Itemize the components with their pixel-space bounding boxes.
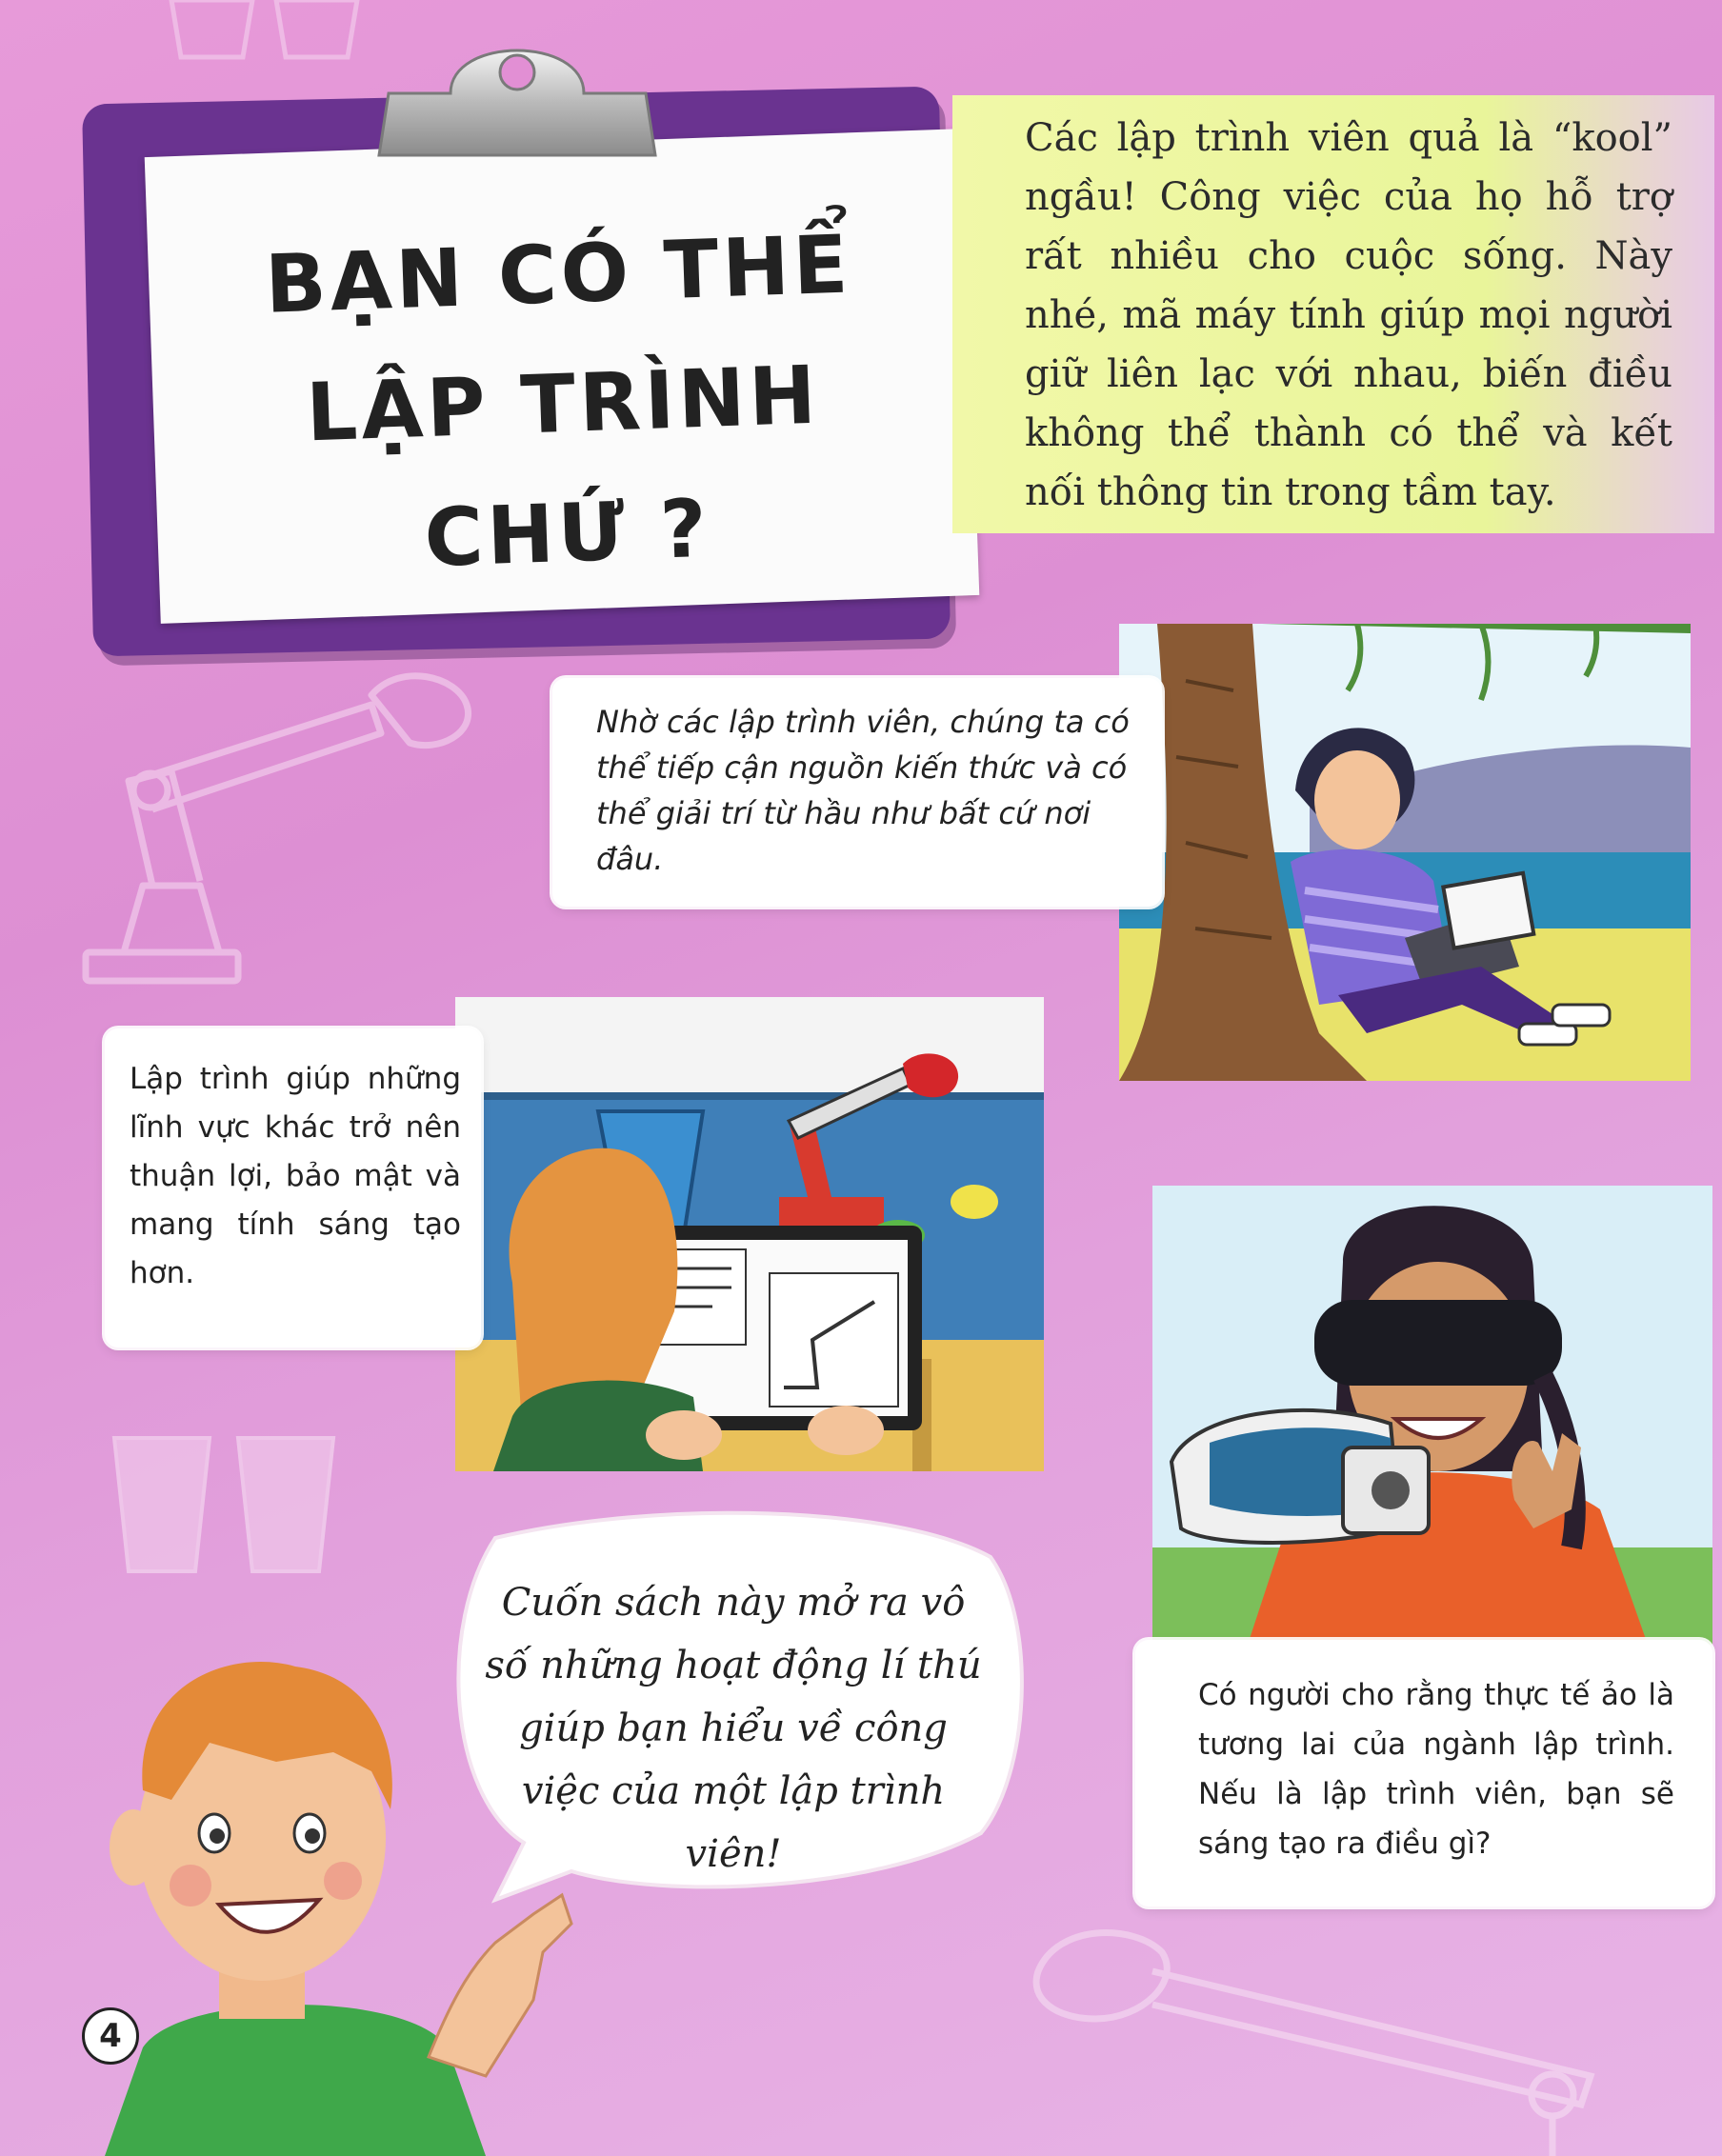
illustration-boy-laptop-beach — [1119, 624, 1691, 1081]
page-title — [147, 195, 979, 612]
speech-bubble-text: Cuốn sách này mở ra vô số những hoạt động lí thú giúp bạn hiểu về công việc của một lập trình viên! — [485, 1581, 982, 1876]
title-paper — [145, 129, 980, 624]
title-line-1: BẠN CÓ THỂ — [263, 217, 853, 331]
title-line-2: LẬP TRÌNH — [304, 348, 822, 460]
caption-fields-text: Lập trình giúp những lĩnh vực khác trở nên thuận lợi, bảo mật và mang tính sáng tạo hơn. — [130, 1062, 461, 1290]
caption-access-text: Nhờ các lập trình viên, chúng ta có thể tiếp cận nguồn kiến thức và có thể giải trí từ hầu như bất cứ nơi đâu. — [596, 704, 1130, 877]
cup-icon — [105, 1428, 352, 1581]
illustration-girl-vr-headset — [1152, 1186, 1712, 1645]
intro-text: Các lập trình viên quả là “kool” ngầu! Công việc của họ hỗ trợ rất nhiều cho cuộc sống. Này nhé, mã máy tính giúp mọi người giữ liên lạc với nhau, biến điều không thể thành có thể và kết nối thông tin trong tầm tay. — [1025, 116, 1672, 514]
caption-access-knowledge — [552, 678, 1162, 907]
caption-vr-text: Có người cho rằng thực tế ảo là tương lai của ngành lập trình. Nếu là lập trình viên, bạn sẽ sáng tạo ra điều gì? — [1198, 1678, 1674, 1861]
ghost-cups-top — [162, 0, 362, 67]
illustration-robot-arm-laptop — [455, 997, 1044, 1471]
page-number: 4 — [82, 2007, 139, 2065]
clipboard-clip-icon — [360, 27, 674, 160]
intro-box — [952, 95, 1714, 533]
caption-other-fields — [105, 1028, 481, 1348]
caption-virtual-reality — [1135, 1640, 1712, 1906]
illustration-boy-presenter — [86, 1609, 657, 2156]
robot-arm-icon — [57, 667, 476, 990]
ghost-robot-arm-bottom — [1019, 1914, 1686, 2156]
title-line-3: CHỨ ? — [423, 481, 712, 586]
